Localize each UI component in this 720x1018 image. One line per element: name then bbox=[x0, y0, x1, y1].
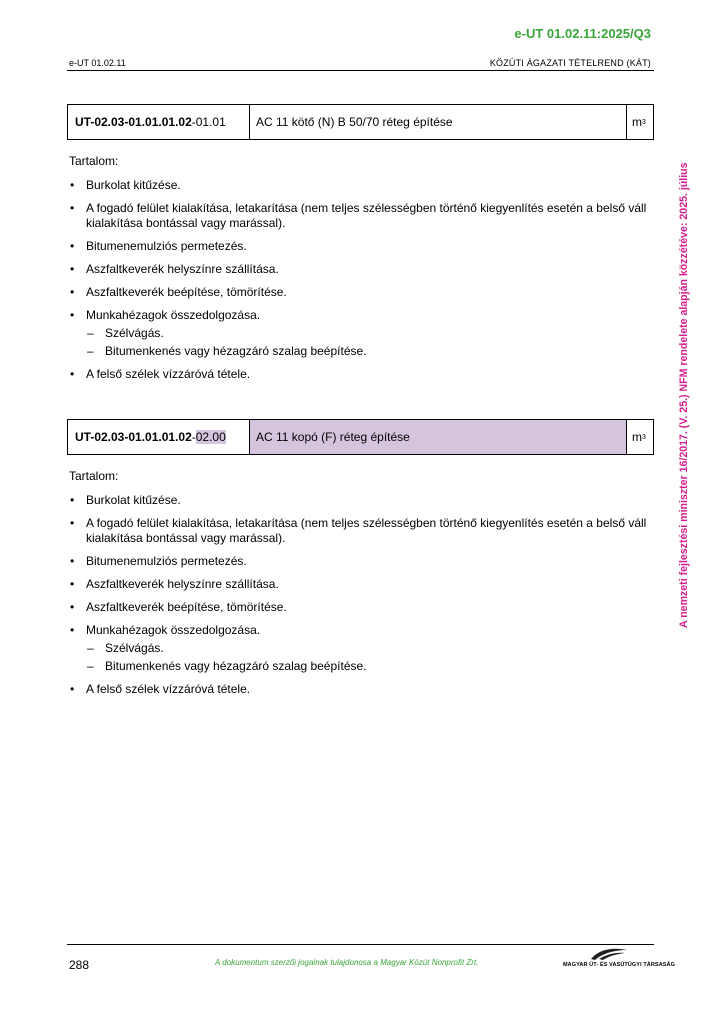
logo-swoosh-icon bbox=[589, 946, 629, 962]
unit-base: m bbox=[632, 115, 642, 129]
item-code-cell bbox=[68, 420, 250, 454]
content-label: Tartalom: bbox=[69, 469, 119, 483]
list-item: • Aszfaltkeverék helyszínre szállítása. bbox=[69, 577, 659, 592]
content-list-2 bbox=[69, 493, 659, 705]
sub-list-item: – Bitumenkenés vagy hézagzáró szalag beépítése. bbox=[86, 659, 659, 674]
list-item: • Aszfaltkeverék helyszínre szállítása. bbox=[69, 262, 659, 277]
header-right-title: KÖZÚTI ÁGAZATI TÉTELREND (KÁT) bbox=[489, 58, 651, 68]
header-divider bbox=[67, 70, 654, 71]
copyright-notice: A dokumentum szerzői jogainak tulajdonosa a Magyar Közút Nonprofit Zrt. bbox=[215, 958, 479, 967]
list-item: • Bitumenemulziós permetezés. bbox=[69, 239, 659, 254]
sub-list bbox=[86, 326, 659, 359]
unit-exponent: 3 bbox=[642, 433, 646, 441]
list-item: • A fogadó felület kialakítása, letakarítása (nem teljes szélességben történő kiegyenlítés esetén a belső váll kialakítása bontással vagy marással). bbox=[69, 201, 659, 231]
list-item: • Burkolat kitűzése. bbox=[69, 493, 659, 508]
document-code: e-UT 01.02.11:2025/Q3 bbox=[514, 26, 651, 41]
unit-base: m bbox=[632, 430, 642, 444]
item-code-prefix: UT-02.03-01.01.01.02 bbox=[75, 430, 192, 444]
item-table-2 bbox=[67, 419, 654, 455]
content-list-1 bbox=[69, 178, 659, 390]
item-unit bbox=[627, 105, 653, 139]
sub-list bbox=[86, 641, 659, 674]
sub-list-item: – Szélvágás. bbox=[86, 641, 659, 656]
item-code-suffix-highlighted: 02.00 bbox=[195, 430, 226, 444]
side-publication-note: A nemzeti fejlesztési miniszter 16/2017. (V. 25.) NFM rendelete alapján közzétéve: 2025. július bbox=[678, 162, 690, 628]
sub-list-item: – Szélvágás. bbox=[86, 326, 659, 341]
list-item: • Burkolat kitűzése. bbox=[69, 178, 659, 193]
list-item: • Aszfaltkeverék beépítése, tömörítése. bbox=[69, 285, 659, 300]
footer-divider bbox=[67, 944, 654, 945]
item-code-dash: - bbox=[191, 430, 196, 444]
item-code-suffix: 01.01 bbox=[195, 115, 226, 129]
page-number: 288 bbox=[69, 958, 90, 972]
list-item: • Bitumenemulziós permetezés. bbox=[69, 554, 659, 569]
item-code-prefix: UT-02.03-01.01.01.02 bbox=[75, 115, 192, 129]
list-item: • A fogadó felület kialakítása, letakarítása (nem teljes szélességben történő kiegyenlítés esetén a belső váll kialakítása bontással vagy marással). bbox=[69, 516, 659, 546]
list-item: • A felső szélek vízzáróvá tétele. bbox=[69, 367, 659, 382]
content-label: Tartalom: bbox=[69, 154, 119, 168]
list-item bbox=[69, 623, 659, 674]
list-item bbox=[69, 308, 659, 359]
item-description: AC 11 kopó (F) réteg építése bbox=[250, 420, 627, 454]
list-item-text: Munkahézagok összedolgozása. bbox=[86, 308, 261, 322]
list-item: • Aszfaltkeverék beépítése, tömörítése. bbox=[69, 600, 659, 615]
item-unit bbox=[627, 420, 653, 454]
list-item-text: Munkahézagok összedolgozása. bbox=[86, 623, 261, 637]
sub-list-item: – Bitumenkenés vagy hézagzáró szalag beépítése. bbox=[86, 344, 659, 359]
list-item: • A felső szélek vízzáróvá tétele. bbox=[69, 682, 659, 697]
item-code-cell bbox=[68, 105, 250, 139]
logo-text: MAGYAR ÚT- ÉS VASÚTÜGYI TÁRSASÁG bbox=[563, 962, 675, 968]
item-table-1 bbox=[67, 104, 654, 140]
header-left-code: e-UT 01.02.11 bbox=[69, 58, 126, 68]
organization-logo bbox=[563, 946, 675, 970]
item-description: AC 11 kötő (N) B 50/70 réteg építése bbox=[250, 105, 627, 139]
item-code-dash: - bbox=[191, 115, 196, 129]
unit-exponent: 3 bbox=[642, 118, 646, 126]
